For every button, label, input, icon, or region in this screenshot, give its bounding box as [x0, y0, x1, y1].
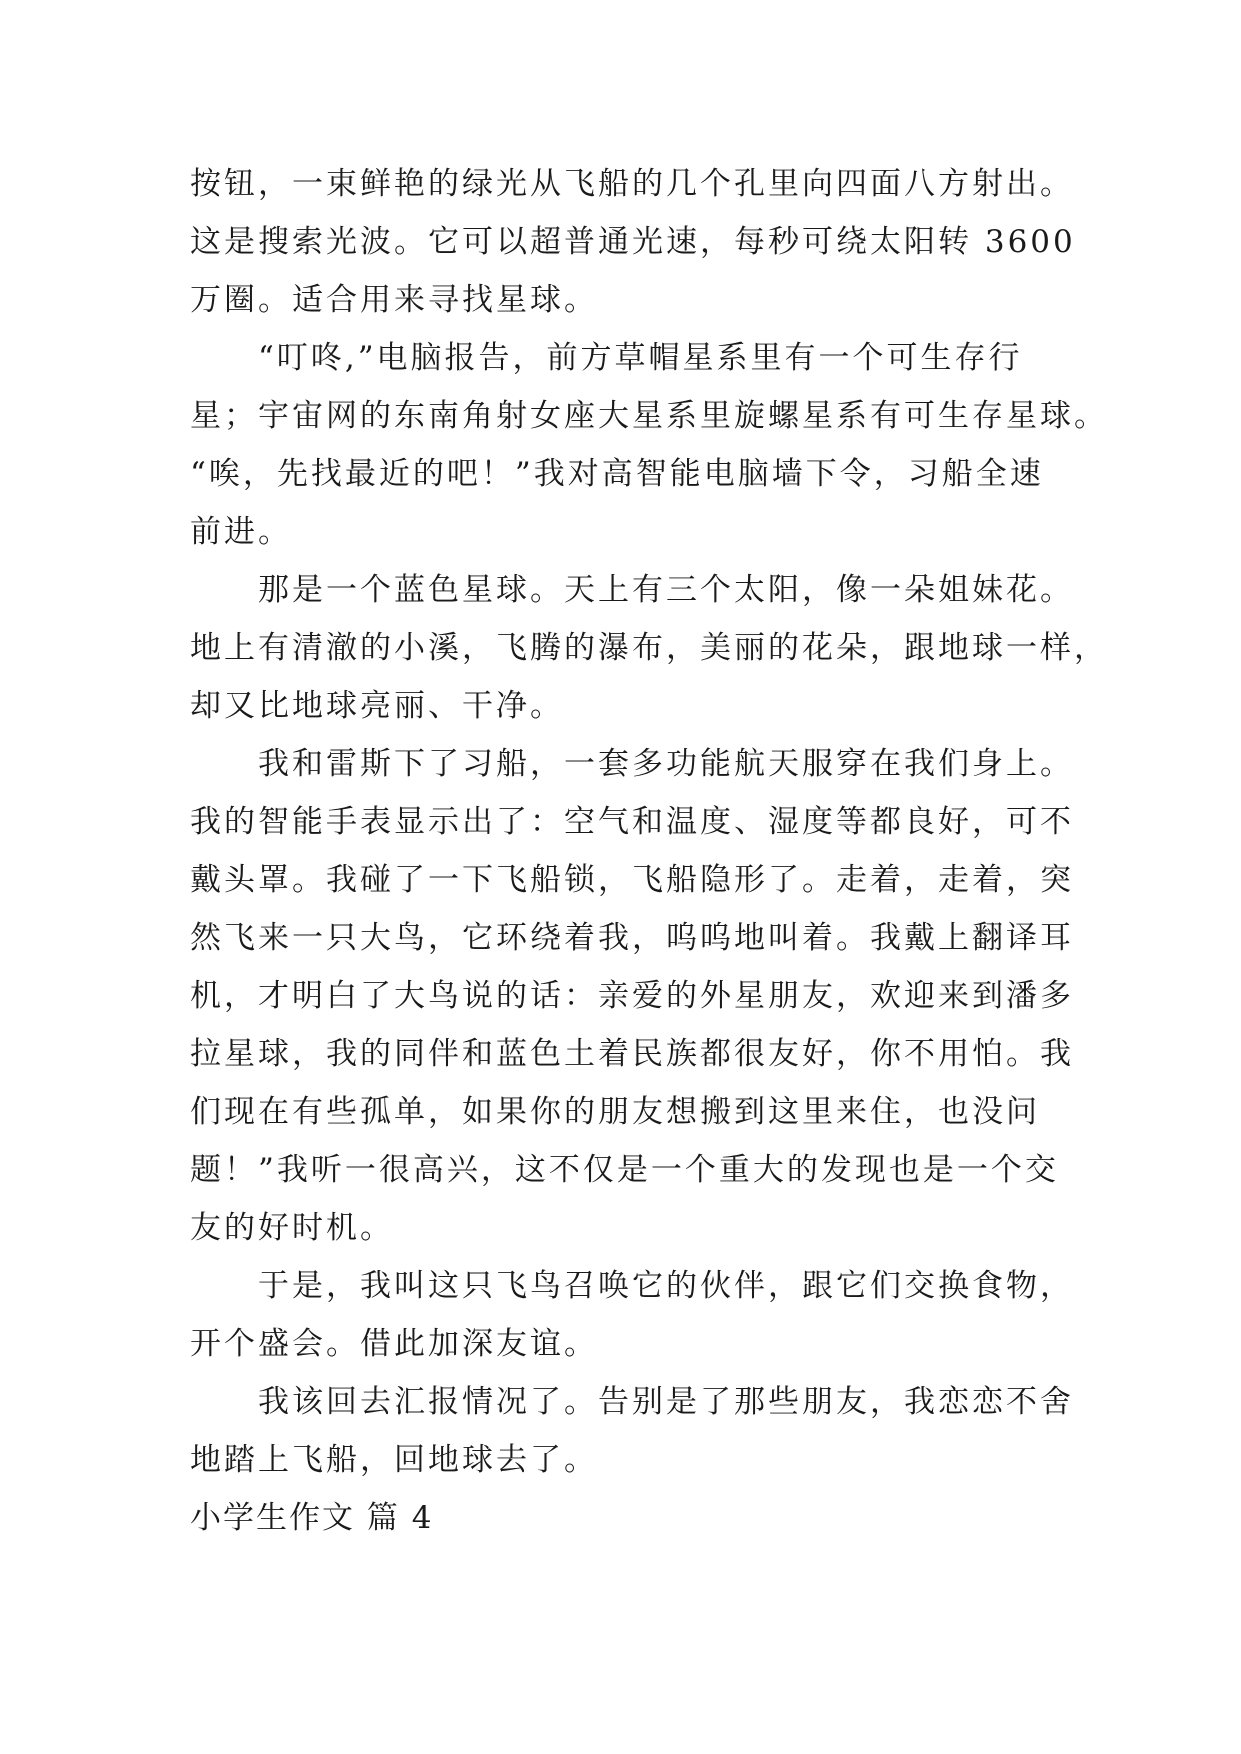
paragraph-line: 万圈。适合用来寻找星球。	[190, 282, 598, 318]
paragraph-line: 星；宇宙网的东南角射女座大星系里旋螺星系有可生存星球。	[190, 398, 1108, 434]
paragraph-line: 们现在有些孤单，如果你的朋友想搬到这里来住，也没问	[190, 1094, 1040, 1130]
paragraph-line: 我和雷斯下了习船，一套多功能航天服穿在我们身上。	[258, 746, 1074, 782]
paragraph-line: 我的智能手表显示出了：空气和温度、湿度等都良好，可不	[190, 804, 1074, 840]
paragraph-line: 地踏上飞船，回地球去了。	[190, 1442, 598, 1478]
paragraph-line: 却又比地球亮丽、干净。	[190, 688, 564, 724]
section-heading: 小学生作文 篇 4	[190, 1500, 434, 1536]
paragraph-line: 开个盛会。借此加深友谊。	[190, 1326, 598, 1362]
paragraph-line: 然飞来一只大鸟，它环绕着我，呜呜地叫着。我戴上翻译耳	[190, 920, 1074, 956]
paragraph	[190, 155, 1076, 329]
paragraph-line: “唉，先找最近的吧！”我对高智能电脑墙下令，习船全速	[190, 456, 1044, 492]
paragraph	[190, 735, 1074, 1257]
paragraph	[190, 1373, 1074, 1489]
paragraph-line: 前进。	[190, 514, 292, 550]
paragraph-line: 地上有清澈的小溪，飞腾的瀑布，美丽的花朵，跟地球一样，	[190, 630, 1108, 666]
paragraph-line: 友的好时机。	[190, 1210, 394, 1246]
paragraph-line: 我该回去汇报情况了。告别是了那些朋友，我恋恋不舍	[258, 1384, 1074, 1420]
paragraph-line: 拉星球，我的同伴和蓝色土着民族都很友好，你不用怕。我	[190, 1036, 1074, 1072]
paragraph-line: 这是搜索光波。它可以超普通光速，每秒可绕太阳转 3600	[190, 224, 1076, 260]
paragraph-line: “叮咚,”电脑报告，前方草帽星系里有一个可生存行	[258, 340, 1023, 376]
paragraph-line: 题！”我听一很高兴，这不仅是一个重大的发现也是一个交	[190, 1152, 1059, 1188]
paragraph-line: 按钮，一束鲜艳的绿光从飞船的几个孔里向四面八方射出。	[190, 166, 1074, 202]
document-body	[190, 155, 1108, 1547]
paragraph-line: 于是，我叫这只飞鸟召唤它的伙伴，跟它们交换食物，	[258, 1268, 1074, 1304]
paragraph	[190, 1257, 1074, 1373]
paragraph	[190, 561, 1108, 735]
paragraph-line: 机，才明白了大鸟说的话：亲爱的外星朋友，欢迎来到潘多	[190, 978, 1074, 1014]
paragraph	[190, 329, 1108, 561]
paragraph-line: 那是一个蓝色星球。天上有三个太阳，像一朵姐妹花。	[258, 572, 1074, 608]
paragraph-line: 戴头罩。我碰了一下飞船锁，飞船隐形了。走着，走着，突	[190, 862, 1074, 898]
